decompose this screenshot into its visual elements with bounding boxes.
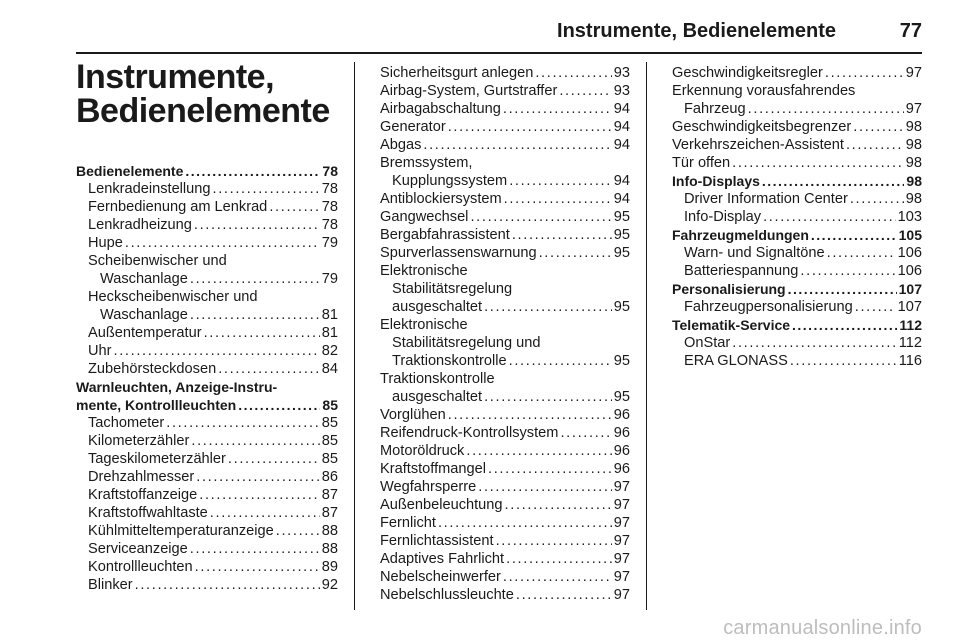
toc-entry-line: Stabilitätsregelung und [392, 335, 541, 351]
toc-entry[interactable]: Spurverlassenswarnung . . . 95 [380, 244, 630, 262]
toc-entry[interactable]: Kühlmitteltemperaturanzeige . . . 88 [76, 522, 338, 540]
column-divider-2 [646, 62, 647, 610]
toc-entry[interactable]: Nebelscheinwerfer . . . 97 [380, 568, 630, 586]
toc-entry[interactable]: Fernlichtassistent . . . 97 [380, 532, 630, 550]
toc-entry[interactable]: OnStar . . . 112 [672, 334, 922, 352]
toc-entry[interactable]: Wegfahrsperre . . . 97 [380, 478, 630, 496]
toc-entry[interactable]: Fahrzeugpersonalisierung . . . 107 [672, 298, 922, 316]
toc-entry-line: Traktionskontrolle [380, 371, 495, 387]
toc-section-entry[interactable]: mente, Kontrollleuchten . . . 85 [76, 396, 338, 414]
watermark: carmanualsonline.info [723, 617, 922, 639]
toc-column-2 [380, 64, 630, 604]
toc-entry[interactable]: Hupe . . . 79 [76, 234, 338, 252]
toc-entry[interactable]: Warn- und Signaltöne . . . 106 [672, 244, 922, 262]
toc-entry[interactable]: Sicherheitsgurt anlegen . . . 93 [380, 64, 630, 82]
toc-entry[interactable]: ausgeschaltet . . . 95 [380, 388, 630, 406]
toc-entry[interactable]: Vorglühen . . . 96 [380, 406, 630, 424]
toc-entry[interactable]: ausgeschaltet . . . 95 [380, 298, 630, 316]
running-header-title: Instrumente, Bedienelemente [557, 20, 836, 42]
toc-entry[interactable]: Traktionskontrolle . . . 95 [380, 352, 630, 370]
toc-entry-line: Bremssystem, [380, 155, 473, 171]
toc-section-entry[interactable]: Personalisierung . . . 107 [672, 280, 922, 298]
toc-entry[interactable]: Fernlicht . . . 97 [380, 514, 630, 532]
toc-entry[interactable]: Geschwindigkeitsbegrenzer . . . 98 [672, 118, 922, 136]
toc-entry[interactable]: Airbagabschaltung . . . 94 [380, 100, 630, 118]
toc-entry[interactable]: Kupplungssystem . . . 94 [380, 172, 630, 190]
toc-column-1 [76, 162, 338, 594]
toc-entry[interactable]: Zubehörsteckdosen . . . 84 [76, 360, 338, 378]
toc-entry[interactable]: Antiblockiersystem . . . 94 [380, 190, 630, 208]
toc-entry[interactable]: Serviceanzeige . . . 88 [76, 540, 338, 558]
toc-entry-line: Erkennung vorausfahrendes [672, 83, 856, 99]
toc-entry[interactable]: Uhr . . . 82 [76, 342, 338, 360]
toc-entry[interactable]: ERA GLONASS . . . 116 [672, 352, 922, 370]
column-divider-1 [354, 62, 355, 610]
toc-entry[interactable]: Blinker . . . 92 [76, 576, 338, 594]
toc-entry[interactable]: Tachometer . . . 85 [76, 414, 338, 432]
toc-entry[interactable]: Airbag-System, Gurtstraffer . . . 93 [380, 82, 630, 100]
toc-entry-line: Elektronische [380, 317, 468, 333]
toc-entry[interactable]: Kraftstoffanzeige . . . 87 [76, 486, 338, 504]
toc-entry-line: Elektronische [380, 263, 468, 279]
toc-entry[interactable]: Adaptives Fahrlicht . . . 97 [380, 550, 630, 568]
chapter-title [76, 60, 330, 128]
toc-entry[interactable]: Nebelschlussleuchte . . . 97 [380, 586, 630, 604]
toc-entry[interactable]: Reifendruck-Kontrollsystem . . . 96 [380, 424, 630, 442]
toc-entry[interactable]: Batteriespannung . . . 106 [672, 262, 922, 280]
toc-entry[interactable]: Waschanlage . . . 81 [76, 306, 338, 324]
toc-entry-line: Heckscheibenwischer und [88, 289, 258, 305]
toc-entry[interactable]: Abgas . . . 94 [380, 136, 630, 154]
header-rule [76, 52, 922, 54]
toc-entry[interactable]: Kraftstoffmangel . . . 96 [380, 460, 630, 478]
toc-entry[interactable]: Lenkradeinstellung . . . 78 [76, 180, 338, 198]
toc-entry[interactable]: Generator . . . 94 [380, 118, 630, 136]
toc-entry[interactable]: Lenkradheizung . . . 78 [76, 216, 338, 234]
toc-section-entry[interactable]: Fahrzeugmeldungen . . . 105 [672, 226, 922, 244]
toc-entry[interactable]: Driver Information Center . . . 98 [672, 190, 922, 208]
toc-entry[interactable]: Kraftstoffwahltaste . . . 87 [76, 504, 338, 522]
toc-section-line: Warnleuchten, Anzeige-Instru- [76, 379, 278, 395]
toc-entry[interactable]: Tageskilometerzähler . . . 85 [76, 450, 338, 468]
toc-entry[interactable]: Kilometerzähler . . . 85 [76, 432, 338, 450]
toc-entry[interactable]: Fernbedienung am Lenkrad . . . 78 [76, 198, 338, 216]
toc-section-entry[interactable]: Info-Displays . . . 98 [672, 172, 922, 190]
toc-entry[interactable]: Tür offen . . . 98 [672, 154, 922, 172]
toc-entry-line: Stabilitätsregelung [392, 281, 513, 297]
toc-entry[interactable]: Motoröldruck . . . 96 [380, 442, 630, 460]
page-number: 77 [899, 20, 922, 42]
toc-column-3 [672, 64, 922, 370]
toc-entry[interactable]: Info-Display . . . 103 [672, 208, 922, 226]
toc-entry[interactable]: Drehzahlmesser . . . 86 [76, 468, 338, 486]
toc-entry[interactable]: Bergabfahrassistent . . . 95 [380, 226, 630, 244]
toc-entry[interactable]: Verkehrszeichen-Assistent . . . 98 [672, 136, 922, 154]
toc-section-entry[interactable]: Telematik-Service . . . 112 [672, 316, 922, 334]
chapter-title-line-2: Bedienelemente [76, 92, 330, 130]
toc-entry[interactable]: Geschwindigkeitsregler . . . 97 [672, 64, 922, 82]
toc-entry[interactable]: Außenbeleuchtung . . . 97 [380, 496, 630, 514]
toc-entry[interactable]: Waschanlage . . . 79 [76, 270, 338, 288]
toc-entry[interactable]: Außentemperatur . . . 81 [76, 324, 338, 342]
toc-entry-line: Scheibenwischer und [88, 253, 227, 269]
toc-section-entry[interactable]: Bedienelemente . . . 78 [76, 162, 338, 180]
chapter-title-line-1: Instrumente, [76, 58, 275, 96]
toc-entry[interactable]: Kontrollleuchten . . . 89 [76, 558, 338, 576]
toc-entry[interactable]: Gangwechsel . . . 95 [380, 208, 630, 226]
toc-entry[interactable]: Fahrzeug . . . 97 [672, 100, 922, 118]
